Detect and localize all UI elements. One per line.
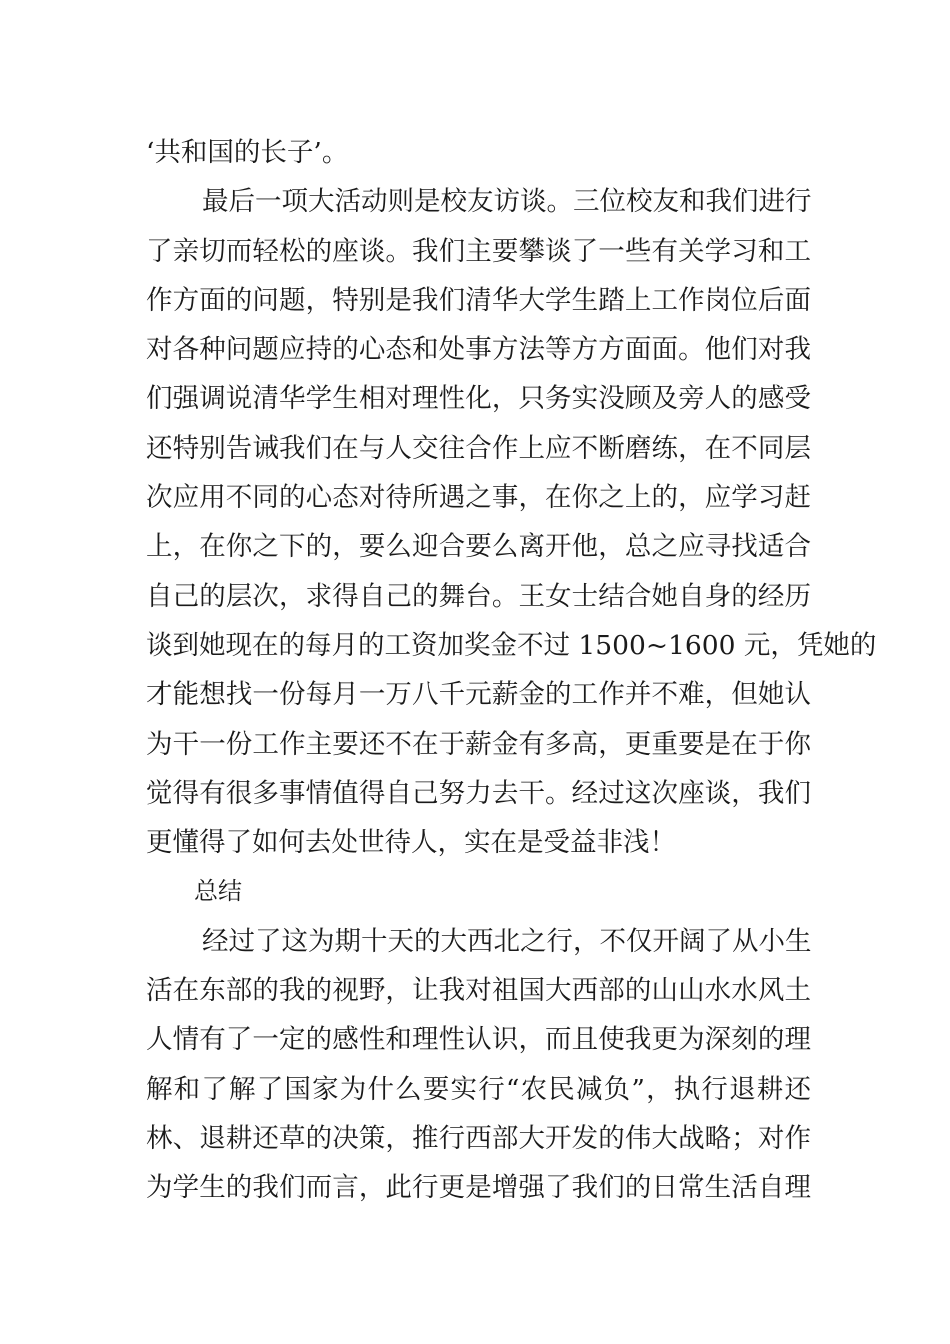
text-line: 为干一份工作主要还不在于薪金有多高，更重要是在于你 (146, 728, 811, 760)
text-line: 人情有了一定的感性和理性认识，而且使我更为深刻的理 (146, 1024, 811, 1056)
text-line: 林、退耕还草的决策，推行西部大开发的伟大战略；对作 (146, 1122, 811, 1154)
text-line: 解和了解了国家为什么要实行“农民减负”，执行退耕还 (146, 1073, 811, 1105)
text-line: 为学生的我们而言，此行更是增强了我们的日常生活自理 (146, 1172, 811, 1204)
text-line: 觉得有很多事情值得自己努力去干。经过这次座谈，我们 (146, 777, 811, 809)
text-line: 作方面的问题，特别是我们清华大学生踏上工作岗位后面 (146, 284, 811, 316)
text-line: 谈到她现在的每月的工资加奖金不过 1500~1600 元，凭她的 (146, 629, 877, 661)
text-line: 更懂得了如何去处世待人，实在是受益非浅！ (146, 827, 676, 859)
text-line: 对各种问题应持的心态和处事方法等方方面面。他们对我 (146, 334, 811, 366)
text-line: 们强调说清华学生相对理性化，只务实没顾及旁人的感受 (146, 383, 811, 415)
text-line: 上，在你之下的，要么迎合要么离开他，总之应寻找适合 (146, 531, 811, 563)
text-line: ‘共和国的长子’。 (146, 137, 349, 168)
text-line: 了亲切而轻松的座谈。我们主要攀谈了一些有关学习和工 (146, 235, 811, 267)
text-line: 才能想找一份每月一万八千元薪金的工作并不难，但她认 (146, 679, 811, 711)
paragraph-start-line: 最后一项大活动则是校友访谈。三位校友和我们进行 (202, 186, 812, 218)
text-line: 次应用不同的心态对待所遇之事，在你之上的，应学习赶 (146, 482, 811, 514)
text-line: 自己的层次，求得自己的舞台。王女士结合她自身的经历 (146, 580, 811, 612)
paragraph-start-line: 经过了这为期十天的大西北之行，不仅开阔了从小生 (202, 925, 812, 957)
document-body (146, 128, 877, 1213)
text-line: 活在东部的我的视野，让我对祖国大西部的山山水水风土 (146, 975, 811, 1007)
text-line: 还特别告诫我们在与人交往合作上应不断磨练，在不同层 (146, 432, 811, 464)
section-heading: 总结 (194, 877, 242, 906)
